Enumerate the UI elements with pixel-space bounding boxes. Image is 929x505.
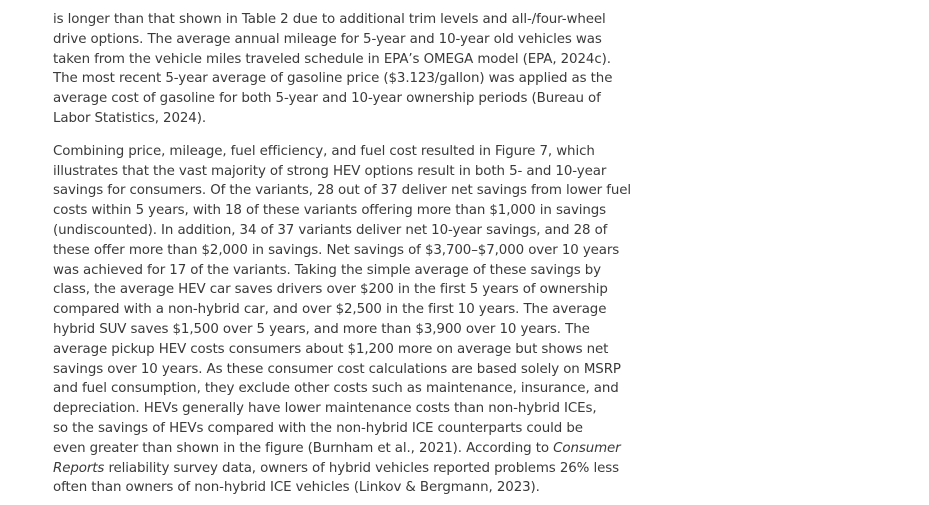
text-line: was achieved for 17 of the variants. Taking the simple average of these savings by <box>53 262 602 278</box>
text-line-with-italic <box>53 459 663 479</box>
text-line: these offer more than $2,000 in savings. Net savings of $3,700–$7,000 over 10 years <box>53 242 620 258</box>
text-line: savings over 10 years. As these consumer cost calculations are based solely on MSRP <box>53 361 621 377</box>
text-line: illustrates that the vast majority of strong HEV options result in both 5- and 10-year <box>53 163 607 179</box>
text-line: so the savings of HEVs compared with the non-hybrid ICE counterparts could be <box>53 420 583 436</box>
text-line: Labor Statistics, 2024). <box>53 110 207 126</box>
text-line: taken from the vehicle miles traveled schedule in EPA’s OMEGA model (EPA, 2024c). <box>53 51 611 67</box>
italic-publication-name: Consumer <box>553 440 621 456</box>
text-line: depreciation. HEVs generally have lower maintenance costs than non-hybrid ICEs, <box>53 401 597 417</box>
text-line: Combining price, mileage, fuel efficiency, and fuel cost resulted in Figure 7, which <box>53 143 595 159</box>
document-body <box>53 10 663 498</box>
text-line-with-italic <box>53 439 663 459</box>
text-line: drive options. The average annual mileage for 5-year and 10-year old vehicles was <box>53 31 602 47</box>
text-line: class, the average HEV car saves drivers over $200 in the first 5 years of ownership <box>53 282 608 298</box>
text-line: savings for consumers. Of the variants, 28 out of 37 deliver net savings from lower fuel <box>53 183 631 199</box>
text-line: average cost of gasoline for both 5-year and 10-year ownership periods (Bureau of <box>53 91 601 107</box>
text-segment: reliability survey data, owners of hybrid vehicles reported problems 26% less <box>104 460 619 476</box>
text-line: The most recent 5-year average of gasoline price ($3.123/gallon) was applied as the <box>53 71 613 87</box>
text-line: and fuel consumption, they exclude other costs such as maintenance, insurance, and <box>53 381 619 397</box>
text-line: average pickup HEV costs consumers about $1,200 more on average but shows net <box>53 341 609 357</box>
text-segment: even greater than shown in the figure (Burnham et al., 2021). According to <box>53 440 549 456</box>
text-line: often than owners of non-hybrid ICE vehicles (Linkov & Bergmann, 2023). <box>53 480 540 496</box>
paragraph-2 <box>53 142 663 498</box>
text-line: costs within 5 years, with 18 of these variants offering more than $1,000 in savings <box>53 203 607 219</box>
text-line: hybrid SUV saves $1,500 over 5 years, and more than $3,900 over 10 years. The <box>53 321 590 337</box>
paragraph-1 <box>53 10 663 129</box>
italic-publication-name: Reports <box>53 460 105 476</box>
text-line: compared with a non-hybrid car, and over $2,500 in the first 10 years. The average <box>53 302 607 318</box>
text-line: is longer than that shown in Table 2 due to additional trim levels and all-/four-wheel <box>53 12 606 27</box>
text-line: (undiscounted). In addition, 34 of 37 variants deliver net 10-year savings, and 28 of <box>53 222 608 238</box>
